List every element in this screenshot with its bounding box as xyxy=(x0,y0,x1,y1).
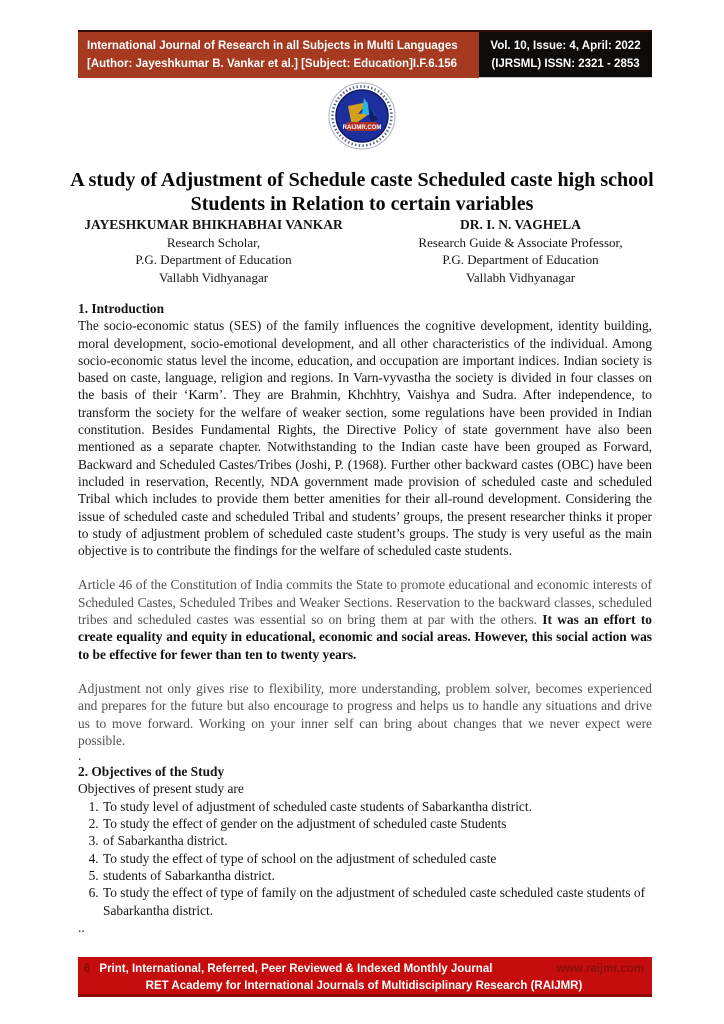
objective-item-6: 6. To study the effect of type of family on the adjustment of scheduled caste scheduled caste students of Sabarkantha district. xyxy=(102,884,652,919)
author-1-dept: P.G. Department of Education xyxy=(135,252,292,267)
raijmr-logo-icon xyxy=(328,82,396,150)
footer-academy-name: RET Academy for International Journals of Multidisciplinary Research (RAIJMR) xyxy=(145,980,583,992)
journal-name: International Journal of Research in all Subjects in Multi Languages xyxy=(87,40,458,52)
logo-container xyxy=(0,82,724,155)
journal-volume-issue: Vol. 10, Issue: 4, April: 2022 xyxy=(490,40,641,52)
adjustment-paragraph: Adjustment not only gives rise to flexibility, more understanding, problem solver, becomes experienced and prepares for the future but also encourage to progress and helps us to handle any situations and drive us to move forward. Working on your inner self can bring about changes that we never expect were possible. xyxy=(78,680,652,748)
objective-item-2: 2. To study the effect of gender on the adjustment of scheduled caste Students xyxy=(102,815,652,832)
author-1-role: Research Scholar, xyxy=(166,234,261,250)
author-2-place: Vallabh Vidhyanagar xyxy=(465,269,576,285)
objective-item-3: 3. of Sabarkantha district. xyxy=(102,832,652,849)
objectives-intro: Objectives of present study are xyxy=(78,781,244,797)
author-1 xyxy=(60,216,367,286)
stray-dot: . xyxy=(78,748,82,764)
objective-item-5: 5. students of Sabarkantha district. xyxy=(102,867,652,884)
article46-paragraph xyxy=(78,576,652,662)
paragraph-gap xyxy=(78,559,652,576)
paragraph-gap xyxy=(78,663,652,680)
journal-issn: (IJRSML) ISSN: 2321 - 2853 xyxy=(491,58,640,70)
author-2 xyxy=(367,216,674,286)
author-2-name: DR. I. N. VAGHELA xyxy=(459,217,582,232)
trailing-dots: .. xyxy=(78,919,85,935)
authors-block xyxy=(60,216,674,286)
author-1-name: JAYESHKUMAR BHIKHABHAI VANKAR xyxy=(84,217,343,232)
journal-banner-right xyxy=(479,32,652,78)
journal-banner-left xyxy=(78,32,479,78)
author-2-dept: P.G. Department of Education xyxy=(442,252,599,267)
footer-journal-type: Print, International, Referred, Peer Reviewed & Indexed Monthly Journal xyxy=(99,963,493,975)
objectives-list xyxy=(78,798,652,919)
author-1-place: Vallabh Vidhyanagar xyxy=(158,269,269,285)
journal-author-subject: [Author: Jayeshkumar B. Vankar et al.] [Subject: Education]I.F.6.156 xyxy=(87,58,458,70)
article46-normal-text: Article 46 of the Constitution of India commits the State to promote educational and economic interests of Scheduled Castes, Scheduled Tribes and Weaker Sections. Reservation to the backward classes, scheduled tribes and scheduled castes was essential so on bring them at par with the others. xyxy=(78,577,652,628)
objective-item-4: 4. To study the effect of type of school on the adjustment of scheduled caste xyxy=(102,850,652,867)
introduction-paragraph: The socio-economic status (SES) of the family influences the cognitive development, identity building, moral development, socio-emotional development, and all other characteristics of the individual. Among socio-economic status level the income, education, and occupation are important indices. Indian society is based on caste, language, religion and regions. In Varn-vyvastha the society is divided in four classes on the basis of their ‘Karm’. They are Brahmin, Khchhtry, Vaishya and Sudra. After independence, to transform the society for the welfare of weaker section, some regulations have been provided in Indian constitution. Besides Fundamental Rights, the Directive Policy of state government have also been mentioned as a separate chapter. Notwithstanding to the Indian caste have been grouped as Forward, Backward and Scheduled Castes/Tribes (Joshi, P. (1968). Further other backward castes (OBC) have been included in reservation, Recently, NDA government made provision of scheduled caste and scheduled Tribal which includes to provide them better amenities for their all-round development. Considering the issue of scheduled caste and scheduled Tribal and students’ groups, the present researcher thinks it proper to study of adjustment problem of scheduled caste student’s groups. The study is very useful as the main objective is to contribute the findings for the welfare of scheduled caste students. xyxy=(78,318,652,559)
article46-bold-text: It was an effort to create equality and equity in educational, economic and social areas. However, this social action was to be effective for fewer than ten to twenty years. xyxy=(78,612,652,662)
page-number: 6 xyxy=(84,963,91,975)
section-heading-introduction: 1. Introduction xyxy=(78,301,165,316)
paper-title: A study of Adjustment of Schedule caste Scheduled caste high school Students in Relation to certain variables xyxy=(70,169,654,216)
author-2-role: Research Guide & Associate Professor, xyxy=(418,234,623,250)
section-heading-objectives: 2. Objectives of the Study xyxy=(78,764,225,780)
paper-body xyxy=(78,300,652,950)
footer-website-link[interactable]: www.raijmr.com xyxy=(556,963,644,975)
journal-footer xyxy=(78,957,652,997)
journal-banner xyxy=(78,30,652,78)
logo-text: RAIJMR.COM xyxy=(342,125,382,131)
objective-item-1: 1. To study level of adjustment of scheduled caste students of Sabarkantha district. xyxy=(102,798,652,815)
footer-line-1 xyxy=(84,961,644,977)
